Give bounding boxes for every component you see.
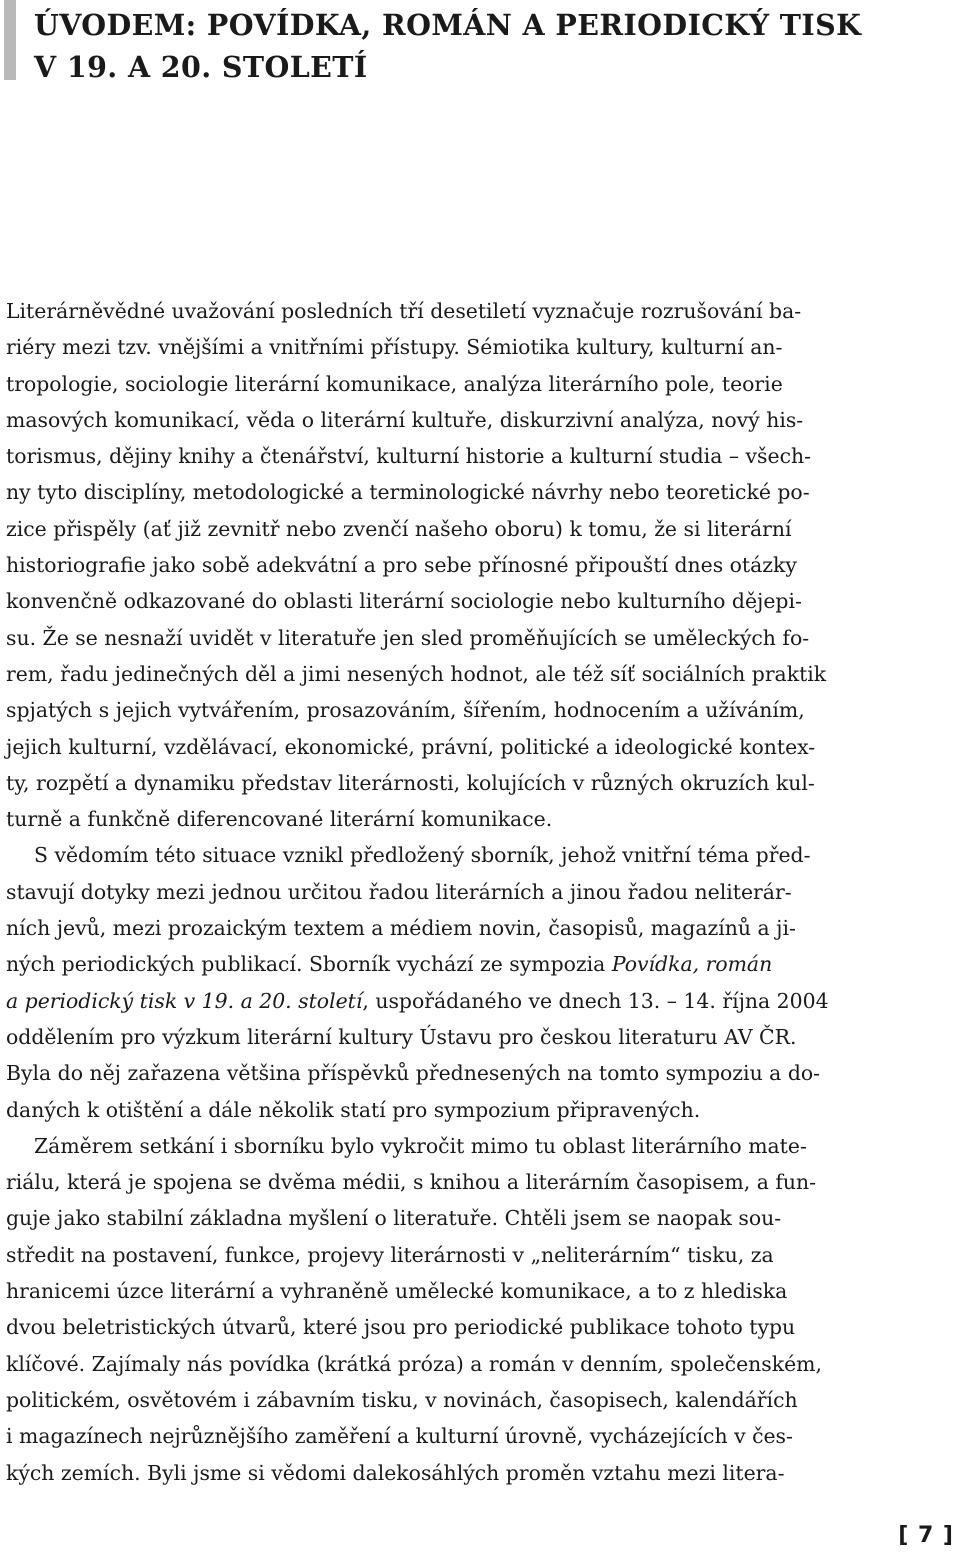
paragraph-3-line: Záměrem setkání i sborníku bylo vykročit mimo tu oblast literárního mate- — [34, 1133, 807, 1158]
paragraph-1-line: riéry mezi tzv. vnějšími a vnitřními přístupy. Sémiotika kultury, kulturní an- — [6, 335, 783, 360]
paragraph-2-text: , uspořádaného ve dnech 13. – 14. října 2004 — [362, 988, 829, 1013]
paragraph-3-line: dvou beletristických útvarů, které jsou pro periodické publikace tohoto typu — [6, 1315, 796, 1340]
body-text — [6, 293, 958, 1491]
paragraph-1-line: zice přispěly (ať již zevnitř nebo zvenčí našeho oboru) k tomu, že si literární — [6, 516, 792, 541]
paragraph-1-line: masových komunikací, věda o literární kultuře, diskurzivní analýza, nový his- — [6, 407, 804, 432]
paragraph-1-line: historiografie jako sobě adekvátní a pro sebe přínosné připouští dnes otázky — [6, 553, 797, 578]
paragraph-3-line: politickém, osvětovém i zábavním tisku, v novinách, časopisech, kalendářích — [6, 1387, 798, 1412]
paragraph-3-line: hranicemi úzce literární a vyhraněně umělecké komunikace, a to z hlediska — [6, 1279, 788, 1304]
paragraph-1-line: turně a funkčně diferencované literární komunikace. — [6, 807, 553, 832]
chapter-heading-line-1: ÚVODEM: POVÍDKA, ROMÁN A PERIODICKÝ TISK — [34, 8, 862, 42]
paragraph-2-text: ných periodických publikací. Sborník vychází ze sympozia — [6, 952, 612, 977]
paragraph-3-line: kých zemích. Byli jsme si vědomi dalekosáhlých proměn vztahu mezi litera- — [6, 1460, 785, 1485]
paragraph-2-line: oddělením pro výzkum literární kultury Ústavu pro českou literaturu AV ČR. — [6, 1024, 797, 1049]
paragraph-1-line: konvenčně odkazované do oblasti literární sociologie nebo kulturního dějepi- — [6, 589, 802, 614]
page-number: [ 7 ] — [898, 1523, 954, 1548]
paragraph-1-line: rem, řadu jedinečných děl a jimi nesených hodnot, ale též síť sociálních praktik — [6, 661, 827, 686]
paragraph-2-line: daných k otištění a dále několik statí pro sympozium připravených. — [6, 1097, 701, 1122]
paragraph-2-line: ních jevů, mezi prozaickým textem a médiem novin, časopisů, magazínů a ji- — [6, 916, 796, 941]
paragraph-3-line: guje jako stabilní základna myšlení o literatuře. Chtěli jsem se naopak sou- — [6, 1206, 782, 1231]
paragraph-1 — [6, 293, 958, 837]
heading-accent-bar — [4, 0, 16, 80]
paragraph-3-line: klíčové. Zajímaly nás povídka (krátká próza) a román v denním, společenském, — [6, 1351, 822, 1376]
paragraph-3-line: středit na postavení, funkce, projevy literárnosti v „neliterárním“ tisku, za — [6, 1242, 774, 1267]
paragraph-2-line: S vědomím této situace vznikl předložený sborník, jehož vnitřní téma před- — [34, 843, 811, 868]
paragraph-3-line: riálu, která je spojena se dvěma médii, s knihou a literárním časopisem, a fun- — [6, 1170, 817, 1195]
chapter-heading-line-2: V 19. A 20. STOLETÍ — [34, 50, 368, 84]
symposium-title-part-2: a periodický tisk v 19. a 20. století — [6, 988, 363, 1013]
paragraph-2-line: Byla do něj zařazena většina příspěvků přednesených na tomto sympoziu a do- — [6, 1061, 821, 1086]
paragraph-2 — [6, 837, 958, 1127]
paragraph-3 — [6, 1128, 958, 1491]
paragraph-2-line — [6, 983, 958, 1019]
chapter-heading — [34, 4, 934, 88]
paragraph-1-line: jejich kulturní, vzdělávací, ekonomické, právní, politické a ideologické kontex- — [6, 734, 816, 759]
paragraph-2-line: stavují dotyky mezi jednou určitou řadou literárních a jinou řadou neliterár- — [6, 879, 792, 904]
paragraph-1-line: spjatých s jejich vytvářením, prosazováním, šířením, hodnocením a užíváním, — [6, 698, 805, 723]
paragraph-1-line: su. Že se nesnaží uvidět v literatuře jen sled proměňujících se uměleckých fo- — [6, 625, 810, 650]
symposium-title-part-1: Povídka, román — [611, 952, 773, 977]
paragraph-1-line: ty, rozpětí a dynamiku představ literárnosti, kolujících v různých okruzích kul- — [6, 770, 815, 795]
paragraph-1-line: torismus, dějiny knihy a čtenářství, kulturní historie a kulturní studia – všech- — [6, 444, 812, 469]
paragraph-1-line: ny tyto disciplíny, metodologické a terminologické návrhy nebo teoretické po- — [6, 480, 810, 505]
paragraph-2-line — [6, 946, 958, 982]
paragraph-1-line: tropologie, sociologie literární komunikace, analýza literárního pole, teorie — [6, 371, 783, 396]
paragraph-1-line: Literárněvědné uvažování posledních tří desetiletí vyznačuje rozrušování ba- — [6, 299, 802, 323]
paragraph-3-line: i magazínech nejrůznějšího zaměření a kulturní úrovně, vycházejících v čes- — [6, 1424, 793, 1449]
